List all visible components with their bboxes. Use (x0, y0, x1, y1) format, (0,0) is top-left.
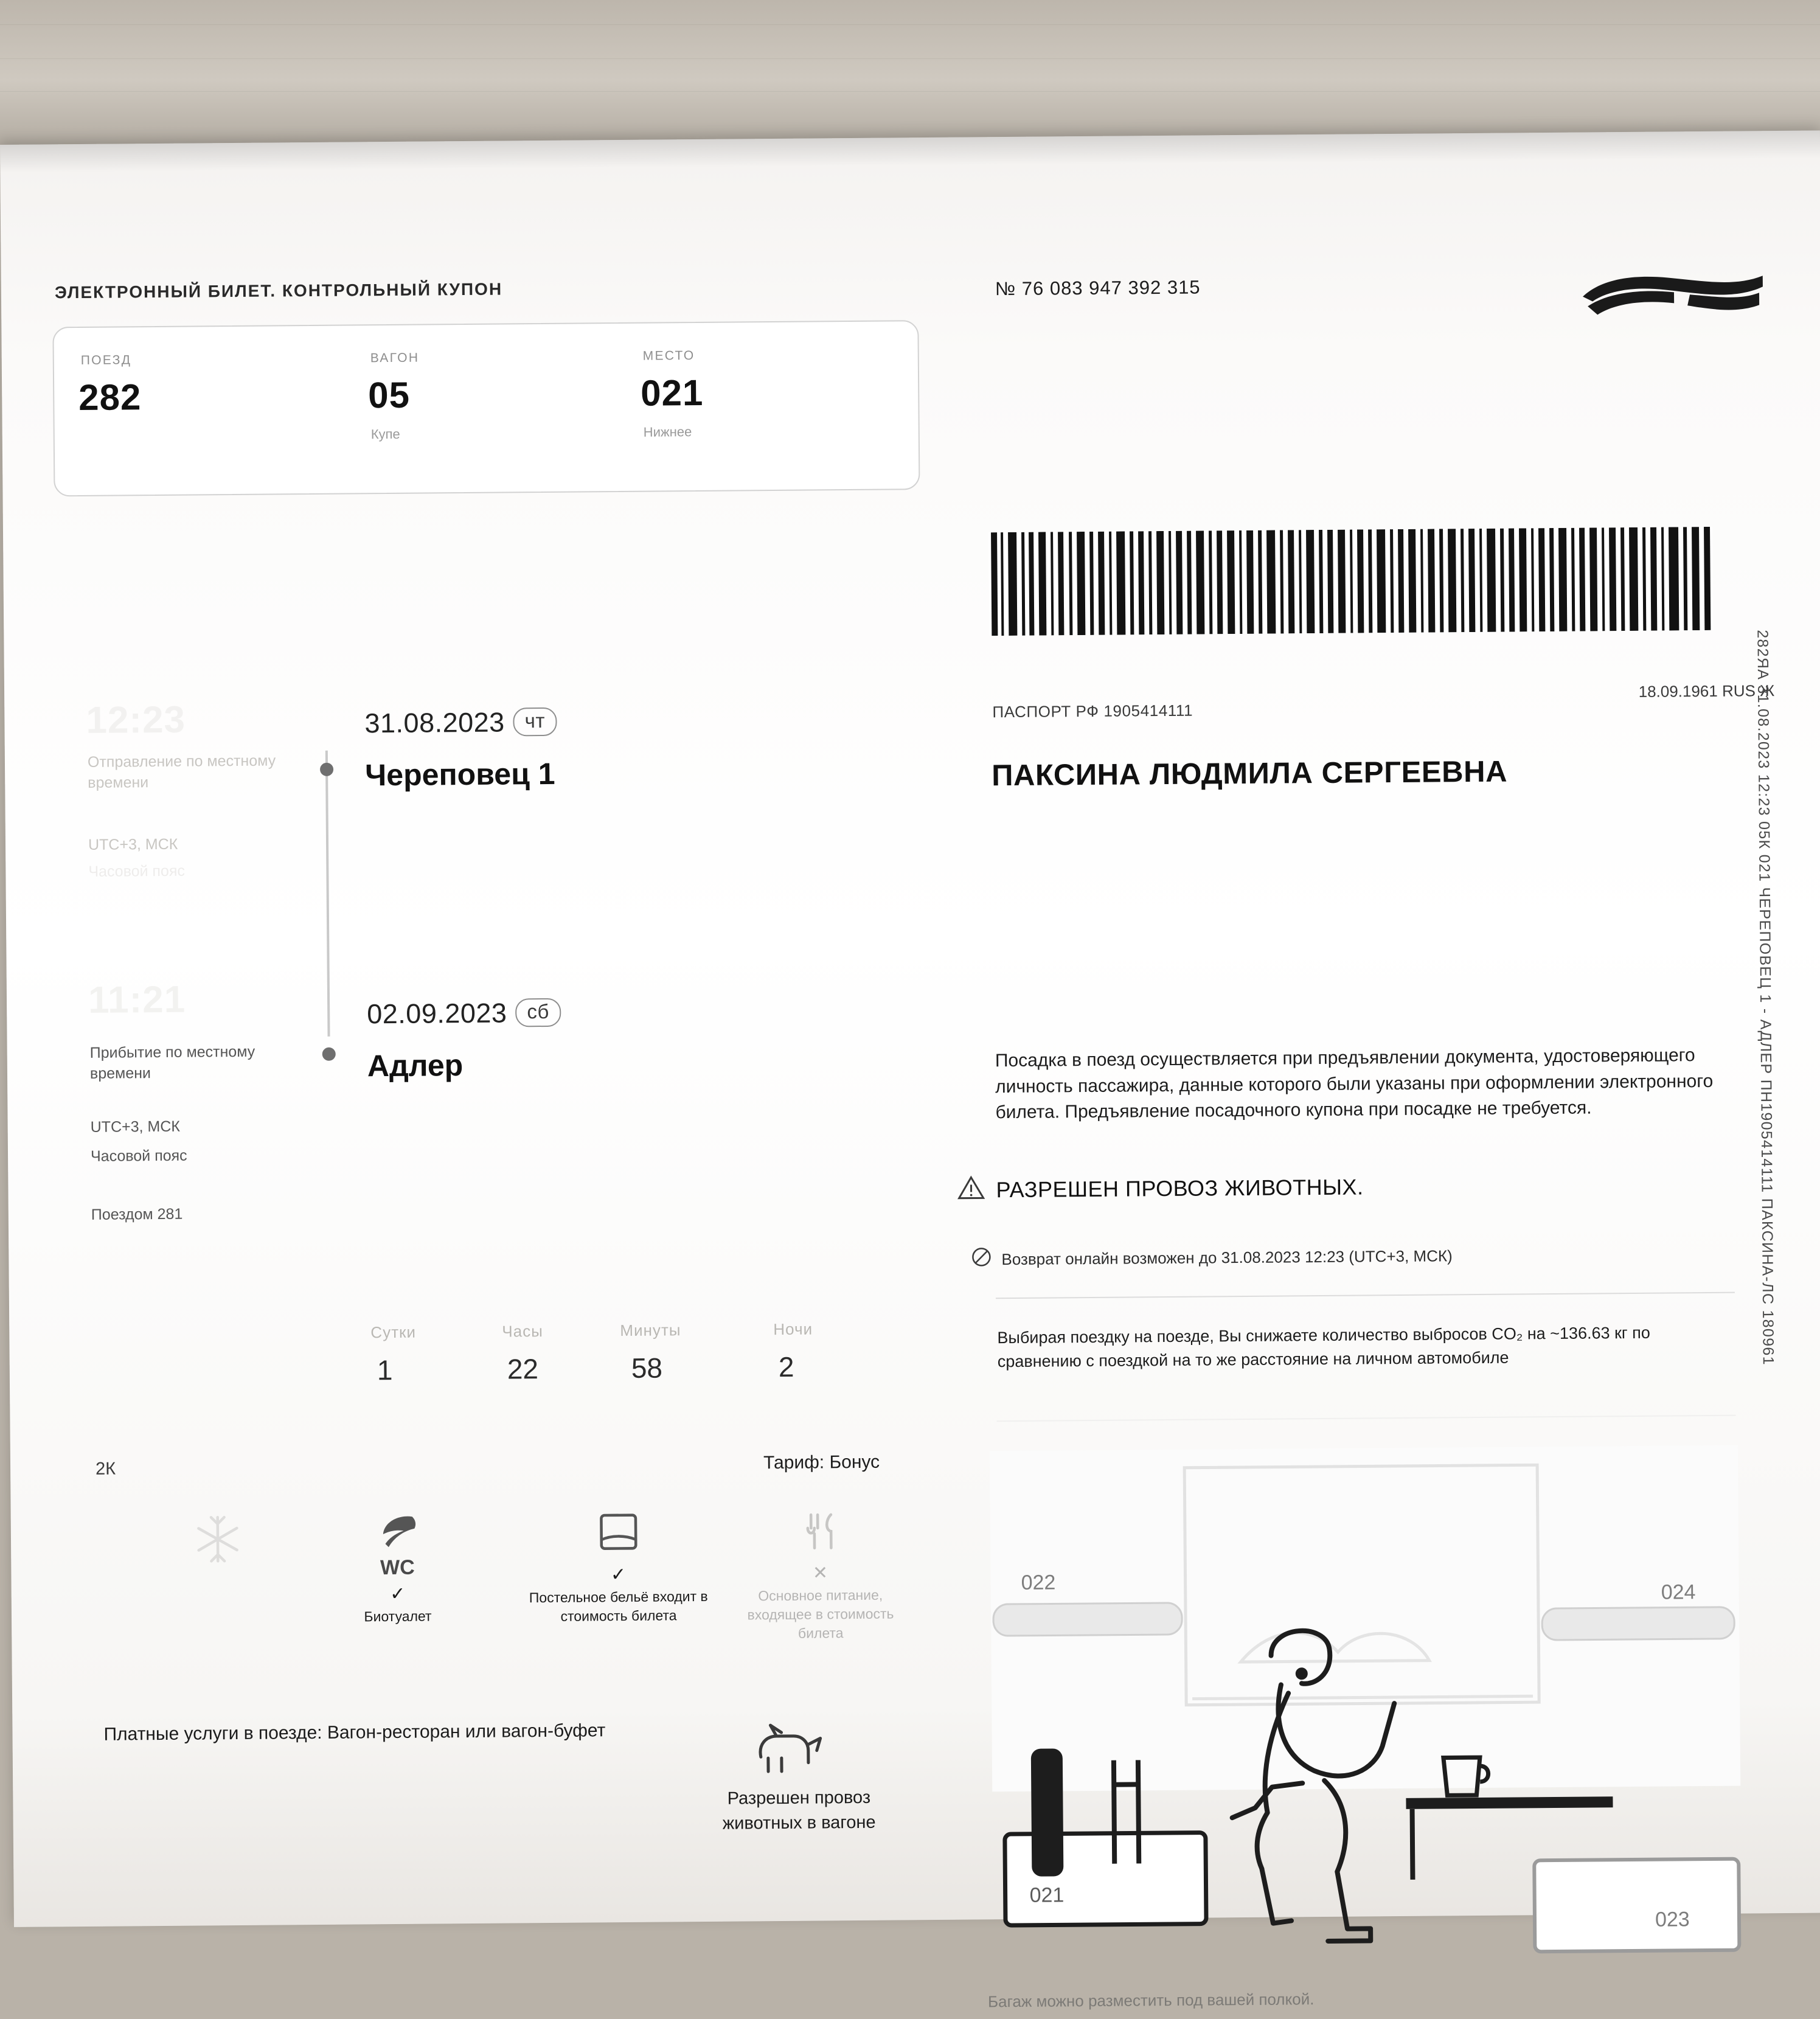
duration-hours-value: 22 (507, 1352, 539, 1385)
car-type: Купе (371, 426, 400, 442)
seat-type: Нижнее (644, 424, 692, 440)
departure-station: Череповец 1 (365, 756, 555, 793)
arrival-timezone: UTC+3, МСК (91, 1117, 180, 1138)
tariff-label: Тариф: Бонус (763, 1452, 880, 1473)
warning-icon (957, 1175, 985, 1200)
snowflake-icon (190, 1512, 246, 1567)
departure-date-value: 31.08.2023 (364, 707, 505, 739)
divider-2 (997, 1415, 1736, 1422)
table-background (0, 0, 1820, 146)
bedding-icon (590, 1507, 647, 1558)
passenger-document: ПАСПОРТ РФ 1905414111 (992, 701, 1193, 722)
departure-date (364, 706, 557, 739)
arrival-by-train: Поездом 281 (91, 1204, 183, 1226)
seat-value: 021 (641, 372, 704, 414)
service-state-bedding: ✓ (527, 1563, 709, 1586)
duration-days-label: Сутки (370, 1323, 416, 1343)
svg-text:024: 024 (1661, 1580, 1696, 1604)
duration-hours-label: Часы (502, 1322, 543, 1341)
arrival-timezone-note: Часовой пояс (91, 1146, 187, 1167)
cutlery-icon (792, 1506, 849, 1556)
divider (996, 1292, 1735, 1299)
passenger-birth: 18.09.1961 RUS Ж (1592, 681, 1774, 701)
pets-caption: Разрешен провоз животных в вагоне (695, 1785, 903, 1836)
refund-notice: Возврат онлайн возможен до 31.08.2023 12:23 (UTC+3, МСК) (1001, 1246, 1453, 1269)
timeline-dot-arrival (322, 1048, 336, 1061)
side-strip-text: 282ЯА 31.08.2023 12:23 05К 021 ЧЕРЕПОВЕЦ 1 - АДЛЕР ПН1905414111 ПАКСИНА-ЛС 180961 (1753, 630, 1776, 1366)
arrival-time: 11:21 (88, 978, 186, 1022)
train-value: 282 (78, 376, 142, 419)
departure-time-note: Отправление по местному времени (88, 751, 289, 793)
duration-minutes-label: Минуты (620, 1321, 681, 1340)
service-bio-toilet (327, 1509, 468, 1627)
duration-nights-value: 2 (779, 1350, 794, 1383)
duration-days-value: 1 (377, 1354, 393, 1386)
service-air-conditioning (157, 1511, 279, 1570)
departure-timezone-note: Часовой пояс (88, 861, 185, 883)
wc-leaf-icon (370, 1509, 425, 1559)
duration-minutes-value: 58 (631, 1352, 663, 1385)
trip-summary-box (52, 320, 920, 496)
arrival-station: Адлер (367, 1048, 464, 1083)
arrival-time-note: Прибытие по местному времени (90, 1041, 297, 1084)
rzd-logo-icon (1577, 260, 1772, 328)
pets-icon (749, 1720, 829, 1781)
co2-notice: Выбирая поездку на поезде, Вы снижаете количество выбросов CO₂ на ~136.63 кг по сравнению с поездкой на то же расстояние на личном автомобиле (997, 1321, 1737, 1374)
service-caption-bedding: Постельное бельё входит в стоимость билета (527, 1587, 710, 1626)
departure-time: 12:23 (86, 698, 186, 742)
duration-nights-label: Ночи (773, 1320, 813, 1340)
arrival-date-value: 02.09.2023 (367, 997, 507, 1029)
baggage-caption: Багаж можно разместить под вашей полкой. (988, 1990, 1315, 2011)
service-state-meal: ✕ (729, 1562, 911, 1584)
wc-text: WC (327, 1555, 467, 1580)
arrival-date (367, 997, 561, 1030)
svg-text:021: 021 (1030, 1883, 1065, 1906)
train-label: ПОЕЗД (81, 353, 132, 368)
svg-text:023: 023 (1655, 1908, 1690, 1931)
timeline-dot-departure (320, 763, 333, 776)
animals-allowed-notice: РАЗРЕШЕН ПРОВОЗ ЖИВОТНЫХ. (996, 1174, 1363, 1203)
page-title: ЭЛЕКТРОННЫЙ БИЛЕТ. КОНТРОЛЬНЫЙ КУПОН (55, 280, 502, 303)
class-code: 2К (96, 1459, 116, 1479)
ticket-document (0, 131, 1820, 1927)
service-bedding (527, 1507, 710, 1626)
car-value: 05 (368, 374, 410, 417)
service-caption-meal: Основное питание, входящее в стоимость билета (729, 1585, 912, 1643)
arrival-dow: сб (515, 998, 561, 1027)
paid-services-note: Платные услуги в поезде: Вагон-ресторан или вагон-буфет (103, 1717, 651, 1748)
car-label: ВАГОН (370, 351, 420, 366)
departure-dow: чт (513, 707, 557, 737)
barcode (988, 527, 1713, 636)
departure-timezone: UTC+3, МСК (88, 835, 178, 856)
ticket-number: № 76 083 947 392 315 (995, 277, 1201, 301)
passenger-name: ПАКСИНА ЛЮДМИЛА СЕРГЕЕВНА (992, 755, 1507, 793)
service-caption-bio-toilet: Биотуалет (328, 1607, 468, 1627)
service-meal (729, 1505, 912, 1643)
no-entry-icon (971, 1246, 992, 1267)
service-state-bio-toilet: ✓ (328, 1583, 468, 1605)
seat-label: МЕСТО (643, 349, 695, 364)
route-timeline (325, 751, 330, 1037)
compartment-illustration (984, 1439, 1748, 1993)
boarding-notice: Посадка в поезд осуществляется при предъявлении документа, удостоверяющего личность пассажира, данные которого были указаны при оформлении электронного билета. Предъявление посадочного купона при посадке не требуется. (995, 1043, 1732, 1126)
svg-text:022: 022 (1021, 1571, 1055, 1594)
